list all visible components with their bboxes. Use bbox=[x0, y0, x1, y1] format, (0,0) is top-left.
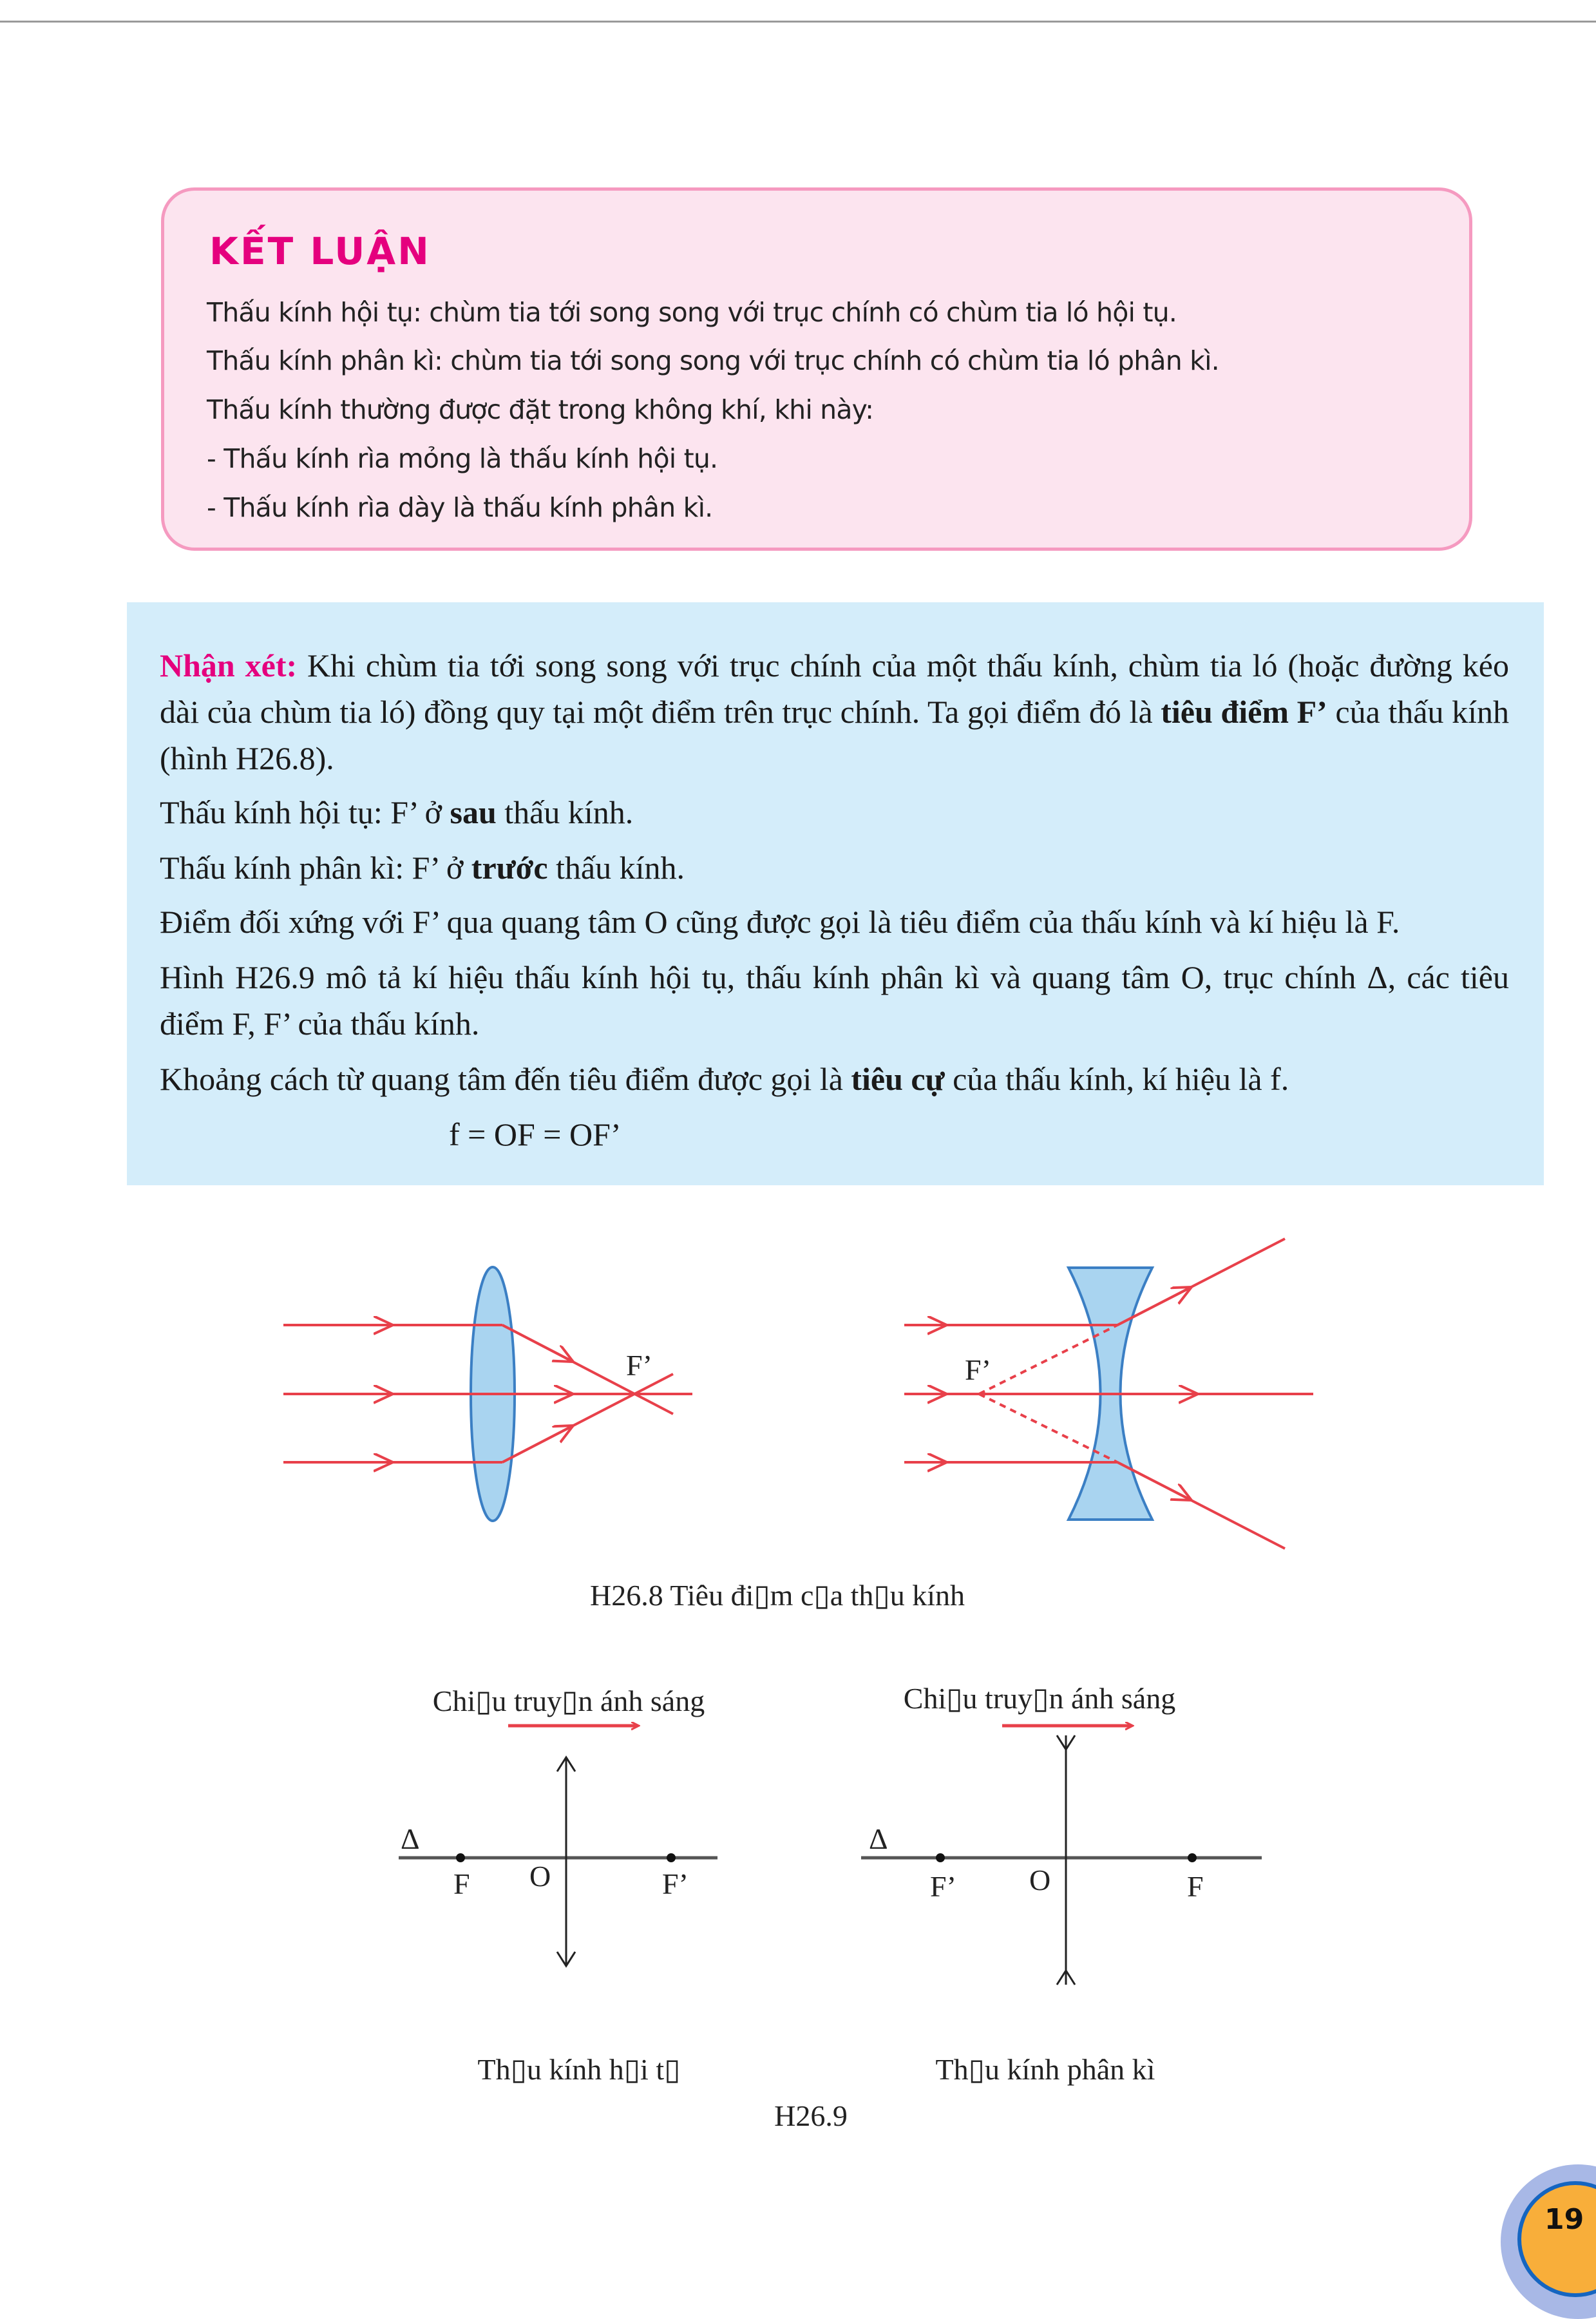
conclusion-title: KẾT LUẬN bbox=[209, 229, 431, 273]
conclusion-line: Thấu kính hội tụ: chùm tia tới song song với trục chính có chùm tia ló hội tụ. bbox=[207, 297, 1177, 328]
conclusion-line: Thấu kính phân kì: chùm tia tới song song với trục chính có chùm tia ló phân kì. bbox=[207, 345, 1219, 376]
focus-label: F’ bbox=[626, 1349, 652, 1382]
text: Thấu kính phân kì: F’ ở bbox=[160, 850, 471, 886]
converging-lens-symbol bbox=[399, 1684, 717, 2086]
axis-label: Δ bbox=[869, 1822, 888, 1855]
text: Khi chùm tia tới song song với trục chính của một thấu kính, chùm tia ló (hoặc đường kéo dài của chùm tia ló) đồng quy tại một điểm trên trục chính. Ta gọi điểm đó là bbox=[160, 647, 1509, 730]
text: Khoảng cách từ quang tâm đến tiêu điểm được gọi là bbox=[160, 1061, 851, 1097]
text: thấu kính. bbox=[547, 850, 685, 886]
term: tiêu cự bbox=[851, 1061, 945, 1097]
text: của thấu kính (hình H26.8). bbox=[160, 694, 1509, 776]
page-number: 19 bbox=[1544, 2203, 1584, 2236]
text: thấu kính. bbox=[496, 794, 634, 830]
remark-paragraph: Điểm đối xứng với F’ qua quang tâm O cũng được gọi là tiêu điểm của thấu kính và kí hiệu là F. bbox=[160, 904, 1400, 940]
term: trước bbox=[471, 850, 548, 886]
focus-label: F’ bbox=[930, 1870, 956, 1903]
focus-label: F bbox=[1187, 1870, 1204, 1903]
center-label: O bbox=[1029, 1864, 1051, 1896]
text: Thấu kính hội tụ: F’ ở bbox=[160, 794, 450, 830]
axis-label: Δ bbox=[401, 1822, 420, 1855]
text: của thấu kính, kí hiệu là f. bbox=[944, 1061, 1289, 1097]
conclusion-line: Thấu kính thường được đặt trong không khí, khi này: bbox=[207, 394, 874, 425]
light-direction-label: Chi▯u truy▯n ánh sáng bbox=[432, 1684, 705, 1717]
light-direction-label: Chi▯u truy▯n ánh sáng bbox=[903, 1682, 1176, 1715]
lens-caption: Th▯u kính h▯i t▯ bbox=[477, 2053, 681, 2086]
concave-lens-diagram bbox=[904, 1239, 1313, 1549]
focus-label: F’ bbox=[662, 1867, 689, 1900]
focus-label: F bbox=[453, 1867, 470, 1900]
conclusion-line: - Thấu kính rìa mỏng là thấu kính hội tụ. bbox=[207, 443, 718, 474]
term: sau bbox=[450, 794, 497, 830]
term-focus: tiêu điểm F’ bbox=[1161, 694, 1327, 730]
lens-caption: Th▯u kính phân kì bbox=[935, 2053, 1155, 2086]
center-label: O bbox=[529, 1860, 551, 1893]
figure-caption: H26.9 bbox=[774, 2099, 848, 2132]
convex-lens-diagram bbox=[283, 1267, 692, 1521]
figure-caption: H26.8 Tiêu đi▯m c▯a th▯u kính bbox=[590, 1579, 965, 1612]
focus-label: F’ bbox=[965, 1353, 991, 1386]
formula: f = OF = OF’ bbox=[449, 1116, 622, 1152]
remark-label: Nhận xét: bbox=[160, 647, 298, 683]
diverging-lens-symbol bbox=[861, 1682, 1262, 2086]
conclusion-line: - Thấu kính rìa dày là thấu kính phân kì. bbox=[207, 492, 713, 523]
remark-paragraph: Hình H26.9 mô tả kí hiệu thấu kính hội tụ, thấu kính phân kì và quang tâm O, trục chính Δ, các tiêu điểm F, F’ của thấu kính. bbox=[160, 959, 1509, 1042]
